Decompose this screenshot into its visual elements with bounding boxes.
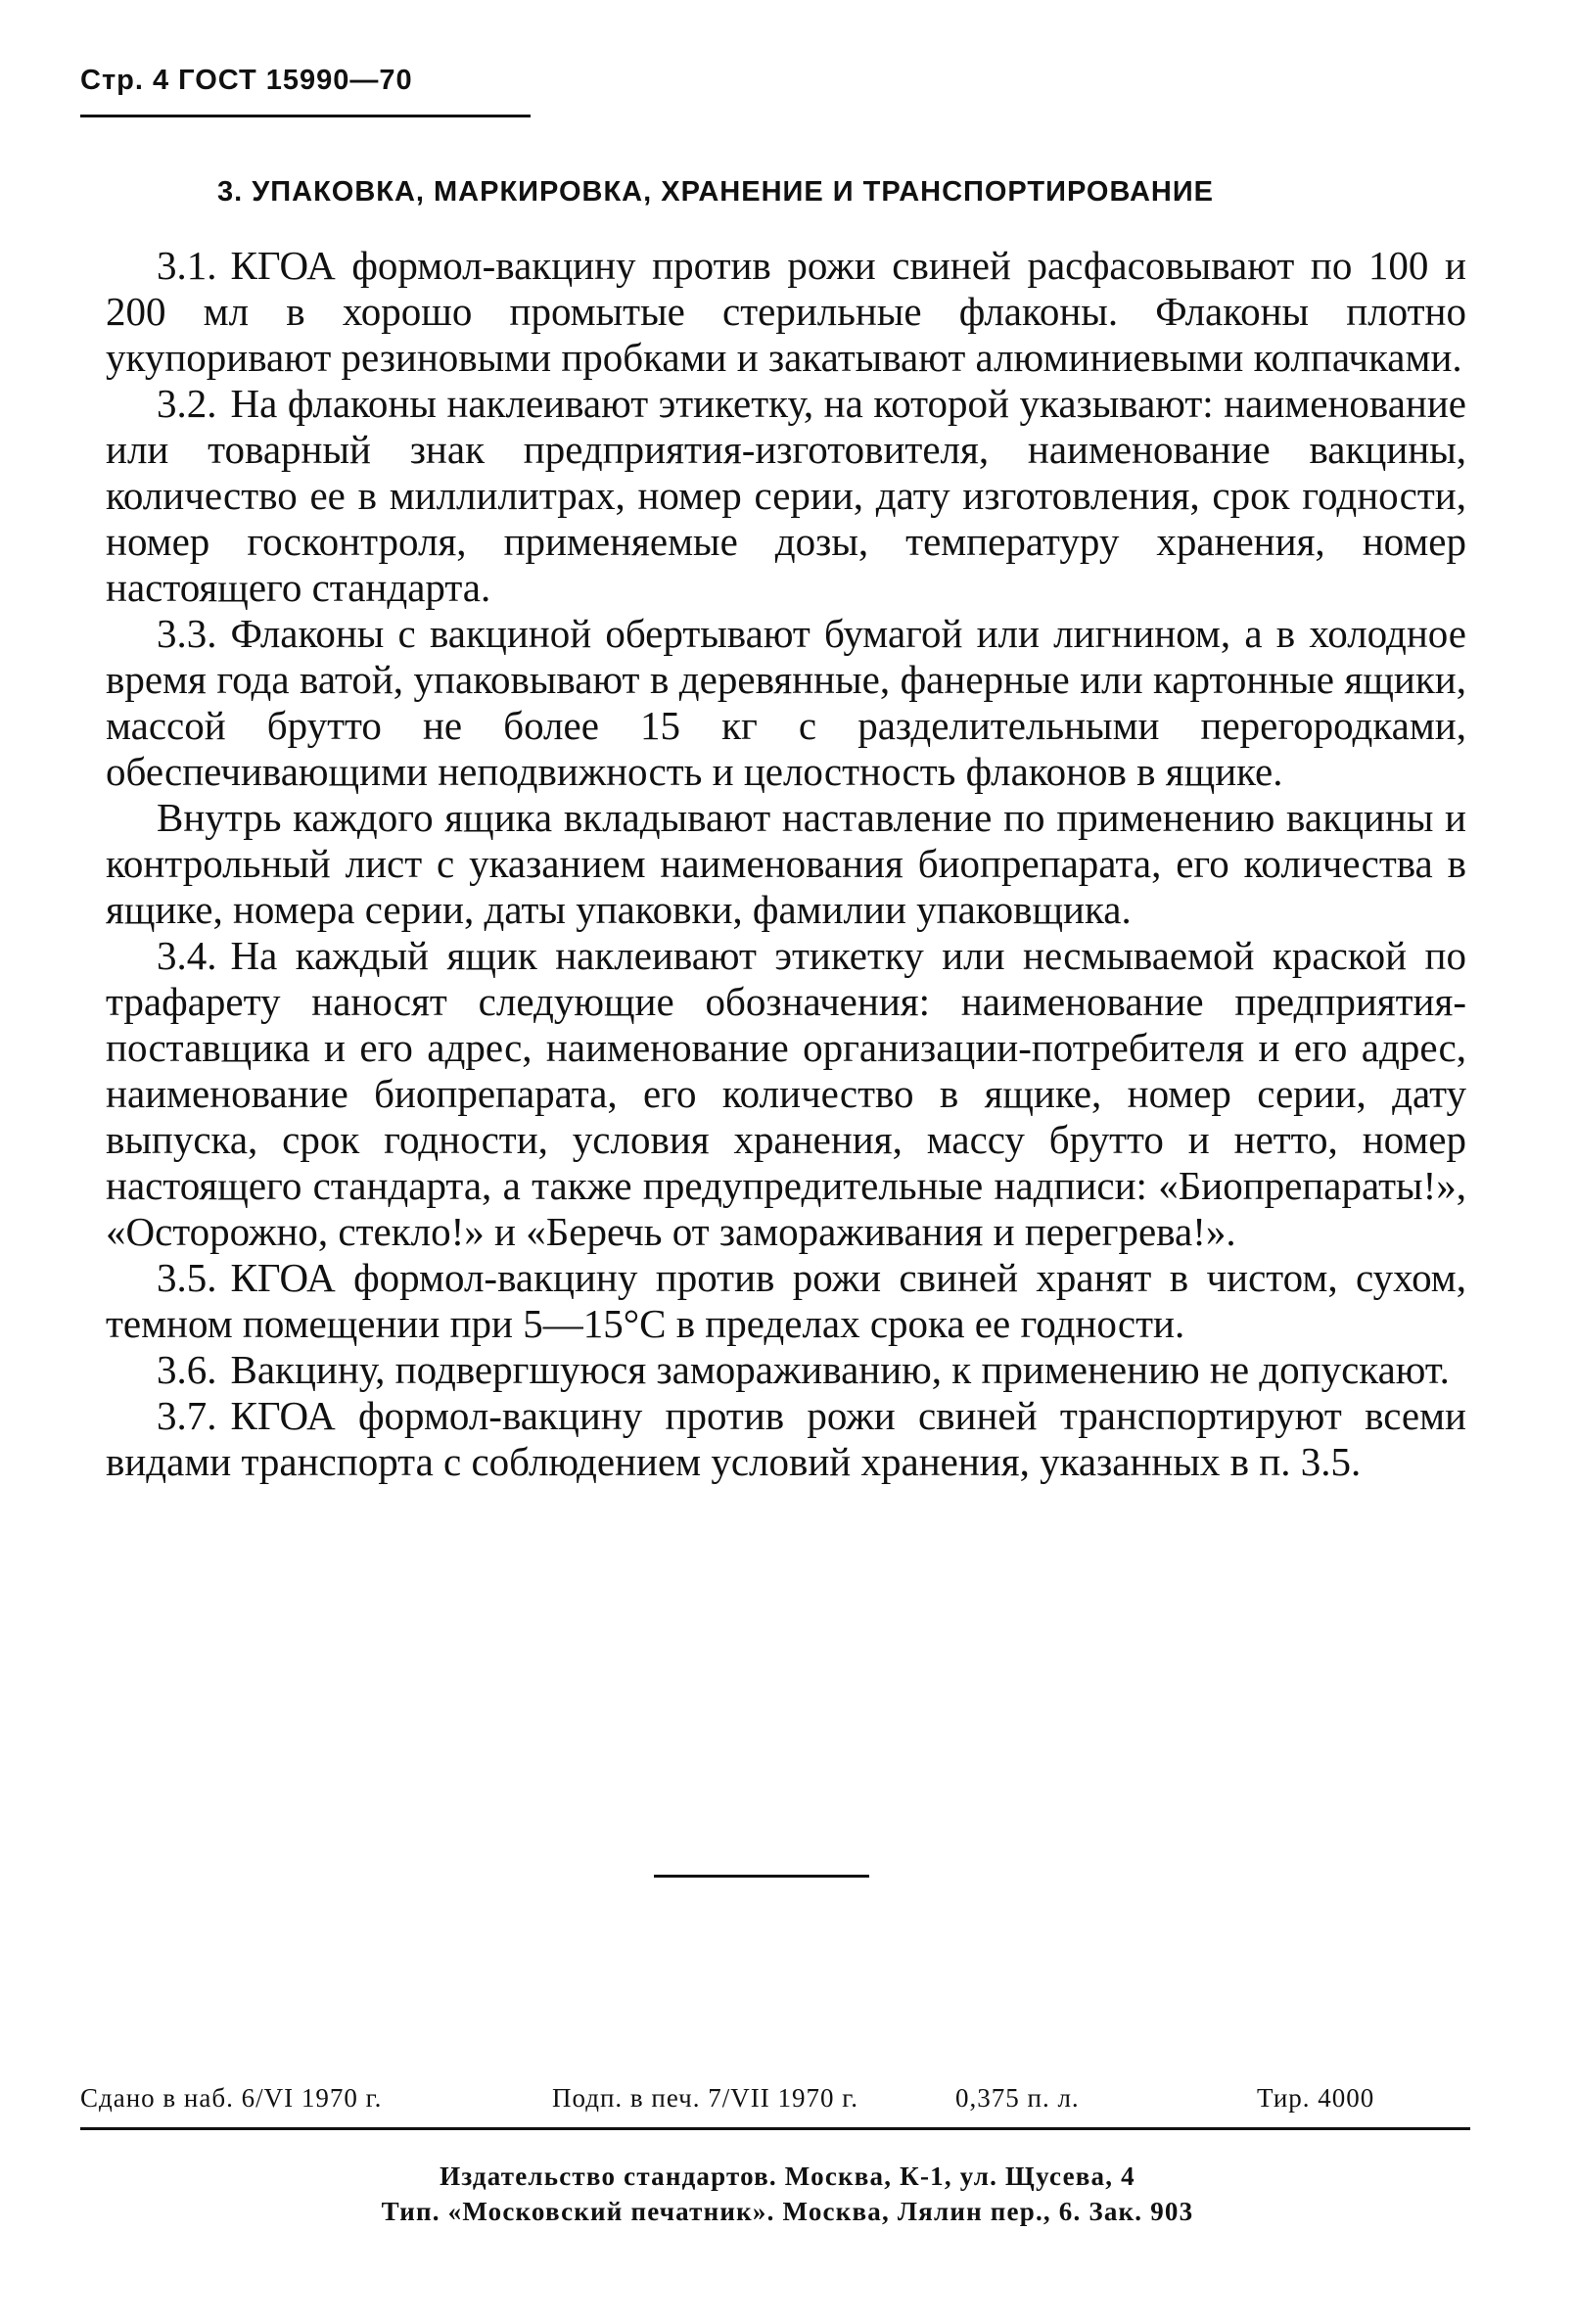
- paragraph-3-1: [106, 243, 1466, 381]
- paragraph-text: На каждый ящик наклеивают этикетку или несмываемой краской по трафарету наносят следующие обозначения: наименование предприятия-поставщика и его адрес, наименование организации-потребителя и его адрес, наименование биопрепарата, его количество в ящике, номер серии, дату выпуска, срок годности, условия хранения, массу брутто и нетто, номер настоящего стандарта, а также предупредительные надписи: «Биопрепараты!», «Осторожно, стекло!» и «Беречь от замораживания и перегрева!».: [106, 933, 1466, 1254]
- end-divider: [654, 1875, 869, 1878]
- paragraph-3-7: [106, 1393, 1466, 1485]
- imprint-submitted: Сдано в наб. 6/VI 1970 г.: [80, 2083, 383, 2113]
- paragraph-number: 3.3.: [157, 611, 217, 656]
- paragraph-number: 3.1.: [157, 243, 217, 288]
- page-header: Стр. 4 ГОСТ 15990—70: [80, 65, 531, 117]
- paragraph-3-5: [106, 1255, 1466, 1347]
- paragraph-text: Флаконы с вакциной обертывают бумагой или лигнином, а в холодное время года ватой, упаковывают в деревянные, фанерные или картонные ящики, массой брутто не более 15 кг с разделительными перегородками, обеспечивающими неподвижность и целостность флаконов в ящике.: [106, 611, 1466, 794]
- imprint-row: [80, 2083, 1470, 2130]
- paragraph-3-4: [106, 933, 1466, 1255]
- paragraph-3-2: [106, 381, 1466, 611]
- paragraph-3-3: [106, 611, 1466, 795]
- paragraph-number: 3.2.: [157, 381, 217, 426]
- section-title: 3. УПАКОВКА, МАРКИРОВКА, ХРАНЕНИЕ И ТРАНСПОРТИРОВАНИЕ: [217, 176, 1215, 208]
- paragraph-text: Внутрь каждого ящика вкладывают наставление по применению вакцины и контрольный лист с указанием наименования биопрепарата, его количества в ящике, номера серии, даты упаковки, фамилии упаковщика.: [106, 795, 1466, 932]
- paragraph-text: Вакцину, подвергшуюся замораживанию, к применению не допускают.: [230, 1347, 1450, 1392]
- body-text: [106, 243, 1466, 1485]
- paragraph-text: КГОА формол-вакцину против рожи свиней расфасовывают по 100 и 200 мл в хорошо промытые стерильные флаконы. Флаконы плотно укупоривают резиновыми пробками и закатывают алюминиевыми колпачками.: [106, 243, 1466, 380]
- paragraph-number: 3.7.: [157, 1393, 217, 1438]
- paragraph-number: 3.4.: [157, 933, 217, 978]
- imprint-signed: Подп. в печ. 7/VII 1970 г.: [552, 2083, 859, 2113]
- paragraph-3-3-continued: [106, 795, 1466, 933]
- imprint-print-run: Тир. 4000: [1257, 2083, 1375, 2113]
- paragraph-text: На флаконы наклеивают этикетку, на которой указывают: наименование или товарный знак предприятия-изготовителя, наименование вакцины, количество ее в миллилитрах, номер серии, дату изготовления, срок годности, номер госконтроля, применяемые дозы, температуру хранения, номер настоящего стандарта.: [106, 381, 1466, 610]
- imprint-printer: Тип. «Московский печатник». Москва, Лялин пер., 6. Зак. 903: [381, 2197, 1194, 2226]
- paragraph-text: КГОА формол-вакцину против рожи свиней транспортируют всеми видами транспорта с соблюдением условий хранения, указанных в п. 3.5.: [106, 1393, 1466, 1484]
- paragraph-number: 3.5.: [157, 1255, 217, 1300]
- paragraph-text: КГОА формол-вакцину против рожи свиней хранят в чистом, сухом, темном помещении при 5—15°С в пределах срока ее годности.: [106, 1255, 1466, 1346]
- imprint-sheets: 0,375 п. л.: [955, 2083, 1080, 2113]
- paragraph-3-6: [106, 1347, 1466, 1393]
- paragraph-number: 3.6.: [157, 1347, 217, 1392]
- imprint-publisher: Издательство стандартов. Москва, К-1, ул. Щусева, 4: [440, 2161, 1135, 2191]
